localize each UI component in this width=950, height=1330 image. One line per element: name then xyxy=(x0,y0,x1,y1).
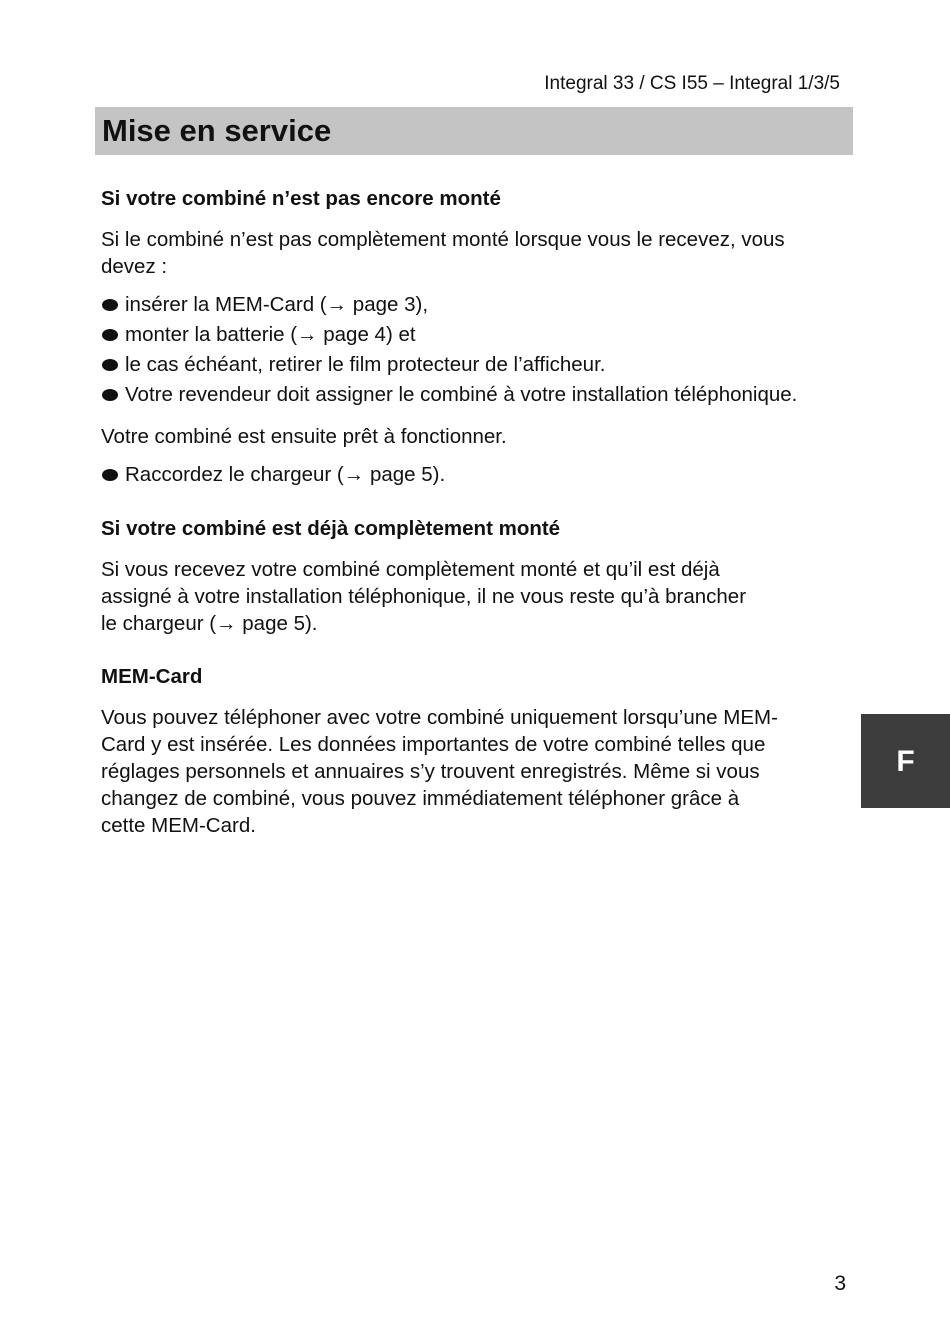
list-item-text: le cas échéant, retirer le film protecteur de l’afficheur. xyxy=(125,353,606,376)
paragraph-line: devez : xyxy=(101,255,168,278)
bullet-icon xyxy=(102,329,118,341)
paragraph-line: Vous pouvez téléphoner avec votre combiné uniquement lorsqu’une MEM- xyxy=(101,706,778,729)
paragraph-line: le chargeur (→ page 5). xyxy=(101,612,318,635)
ready-paragraph xyxy=(101,423,853,450)
paragraph-line: Si vous recevez votre combiné complètement monté et qu’il est déjà xyxy=(101,558,720,581)
bullet-icon xyxy=(102,359,118,371)
page-number: 3 xyxy=(834,1272,846,1295)
mem-card-paragraph xyxy=(101,704,853,839)
paragraph-line: Si le combiné n’est pas complètement monté lorsque vous le recevez, vous xyxy=(101,228,785,251)
paragraph-line: Votre combiné est ensuite prêt à fonctionner. xyxy=(101,425,507,448)
list-item-text: Raccordez le chargeur (→ page 5). xyxy=(125,463,446,486)
bullet-icon xyxy=(102,469,118,481)
page-title: Mise en service xyxy=(102,113,332,148)
paragraph-line: Card y est insérée. Les données importantes de votre combiné telles que xyxy=(101,733,766,756)
list-item xyxy=(101,320,853,350)
setup-steps-list xyxy=(101,290,853,410)
list-item-text: monter la batterie (→ page 4) et xyxy=(125,323,416,346)
paragraph-line: réglages personnels et annuaires s’y trouvent enregistrés. Même si vous xyxy=(101,760,760,783)
paragraph-line: assigné à votre installation téléphonique, il ne vous reste qu’à brancher xyxy=(101,585,747,608)
list-item-text: insérer la MEM-Card (→ page 3), xyxy=(125,293,429,316)
paragraph-line: cette MEM-Card. xyxy=(101,814,256,837)
section-heading-mem-card: MEM-Card xyxy=(101,665,203,688)
paragraph-line: changez de combiné, vous pouvez immédiatement téléphoner grâce à xyxy=(101,787,740,810)
list-item-text: Votre revendeur doit assigner le combiné à votre installation téléphonique. xyxy=(125,383,798,406)
section-heading-not-assembled: Si votre combiné n’est pas encore monté xyxy=(101,187,501,210)
section-heading-assembled: Si votre combiné est déjà complètement monté xyxy=(101,517,561,540)
bullet-icon xyxy=(102,389,118,401)
list-item xyxy=(101,290,853,320)
bullet-icon xyxy=(102,299,118,311)
list-item xyxy=(101,350,853,380)
main-content xyxy=(101,185,853,839)
list-item xyxy=(101,460,853,490)
intro-paragraph xyxy=(101,226,853,280)
running-header: Integral 33 / CS I55 – Integral 1/3/5 xyxy=(544,73,840,94)
language-tab xyxy=(861,714,950,808)
charger-step-list xyxy=(101,460,853,490)
list-item xyxy=(101,380,853,410)
page-title-bar xyxy=(95,107,853,155)
assembled-paragraph xyxy=(101,556,853,637)
language-tab-letter: F xyxy=(896,745,915,778)
